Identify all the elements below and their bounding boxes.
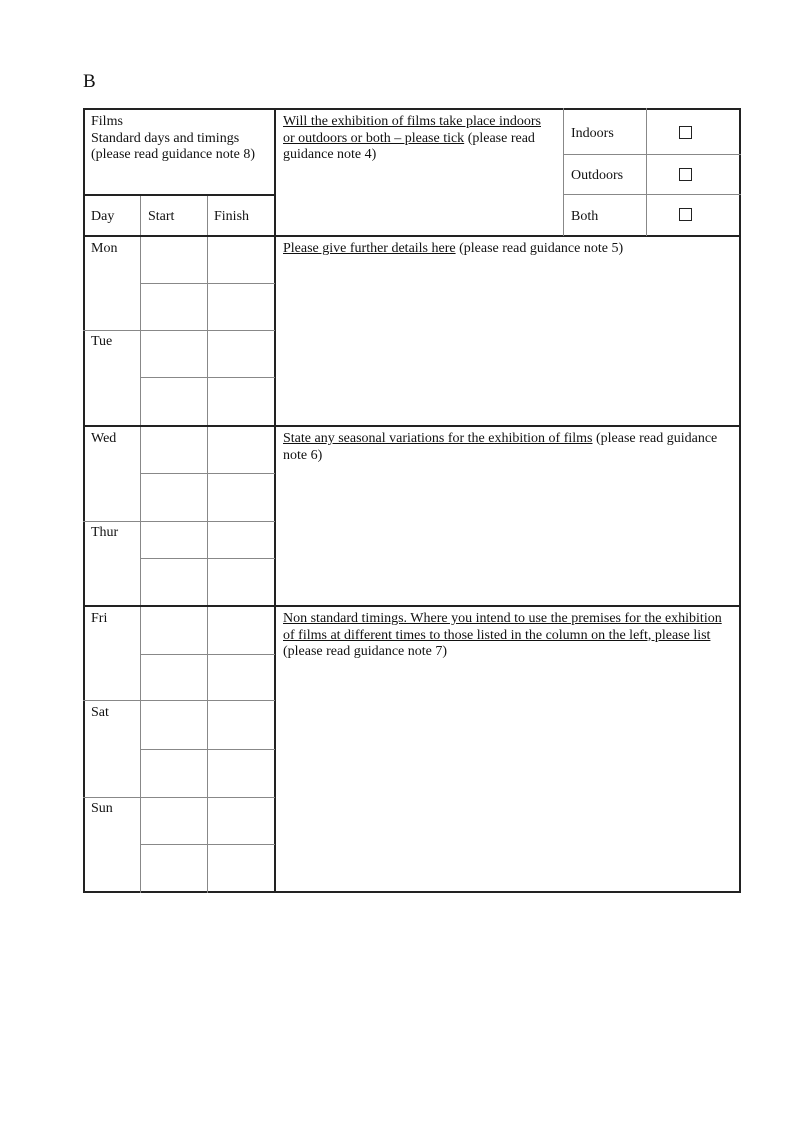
seasonal-variations-note: (please read guidance note 6) — [283, 431, 718, 463]
day-label-sat: Sat — [91, 705, 109, 720]
finish-input[interactable] — [208, 607, 274, 654]
start-input[interactable] — [141, 701, 207, 749]
start-input[interactable] — [141, 607, 207, 654]
option-indoors-checkbox[interactable] — [679, 126, 692, 139]
day-label-thur: Thur — [91, 525, 119, 540]
finish-input[interactable] — [208, 331, 274, 377]
start-input[interactable] — [141, 845, 207, 891]
finish-input[interactable] — [208, 284, 274, 330]
location-question — [283, 114, 553, 164]
start-input[interactable] — [141, 427, 207, 473]
option-outdoors-checkbox[interactable] — [679, 168, 692, 181]
start-input[interactable] — [141, 522, 207, 558]
films-header — [91, 114, 276, 164]
seasonal-variations-prompt — [283, 431, 733, 464]
day-label-fri: Fri — [91, 611, 108, 626]
start-input[interactable] — [141, 559, 207, 605]
seasonal-variations-field[interactable] — [277, 468, 739, 604]
divider — [274, 108, 276, 893]
section-letter: B — [83, 71, 96, 92]
start-input[interactable] — [141, 331, 207, 377]
start-input[interactable] — [141, 798, 207, 844]
option-outdoors-label: Outdoors — [571, 168, 624, 183]
location-question-text: Will the exhibition of films take place indoors or outdoors or both – please tick — [283, 114, 541, 146]
finish-input[interactable] — [208, 845, 274, 891]
films-title: Films — [91, 114, 123, 129]
divider — [83, 194, 275, 196]
finish-input[interactable] — [208, 701, 274, 749]
col-start-header: Start — [148, 209, 175, 224]
finish-input[interactable] — [208, 798, 274, 844]
start-input[interactable] — [141, 237, 207, 283]
day-label-sun: Sun — [91, 801, 113, 816]
further-details-text: Please give further details here — [283, 241, 456, 256]
finish-input[interactable] — [208, 237, 274, 283]
finish-input[interactable] — [208, 522, 274, 558]
finish-input[interactable] — [208, 559, 274, 605]
further-details-note: (please read guidance note 5) — [459, 241, 624, 256]
start-input[interactable] — [141, 474, 207, 521]
non-standard-timings-field[interactable] — [277, 664, 739, 891]
divider — [563, 194, 741, 195]
further-details-prompt — [283, 241, 733, 258]
option-both-label: Both — [571, 209, 599, 224]
day-label-wed: Wed — [91, 431, 117, 446]
col-finish-header: Finish — [214, 209, 250, 224]
seasonal-variations-text: State any seasonal variations for the exhibition of films — [283, 431, 593, 446]
finish-input[interactable] — [208, 474, 274, 521]
divider — [646, 108, 647, 236]
start-input[interactable] — [141, 750, 207, 797]
start-input[interactable] — [141, 655, 207, 700]
finish-input[interactable] — [208, 427, 274, 473]
films-note: (please read guidance note 8) — [91, 147, 256, 162]
films-form — [83, 108, 741, 893]
finish-input[interactable] — [208, 655, 274, 700]
day-label-mon: Mon — [91, 241, 118, 256]
option-indoors-label: Indoors — [571, 126, 614, 141]
non-standard-timings-prompt — [283, 611, 733, 661]
non-standard-timings-text: Non standard timings. Where you intend to use the premises for the exhibition of films at different times to those listed in the column on the left, please list — [283, 611, 722, 643]
location-question-note: (please read guidance note 4) — [283, 130, 535, 162]
day-label-tue: Tue — [91, 334, 113, 349]
start-input[interactable] — [141, 284, 207, 330]
films-subtitle: Standard days and timings — [91, 130, 240, 146]
col-day-header: Day — [91, 209, 115, 224]
finish-input[interactable] — [208, 378, 274, 425]
option-both-checkbox[interactable] — [679, 208, 692, 221]
divider — [563, 108, 564, 236]
start-input[interactable] — [141, 378, 207, 425]
further-details-field[interactable] — [277, 260, 739, 424]
finish-input[interactable] — [208, 750, 274, 797]
non-standard-timings-note: (please read guidance note 7) — [283, 644, 448, 659]
divider — [563, 154, 741, 155]
